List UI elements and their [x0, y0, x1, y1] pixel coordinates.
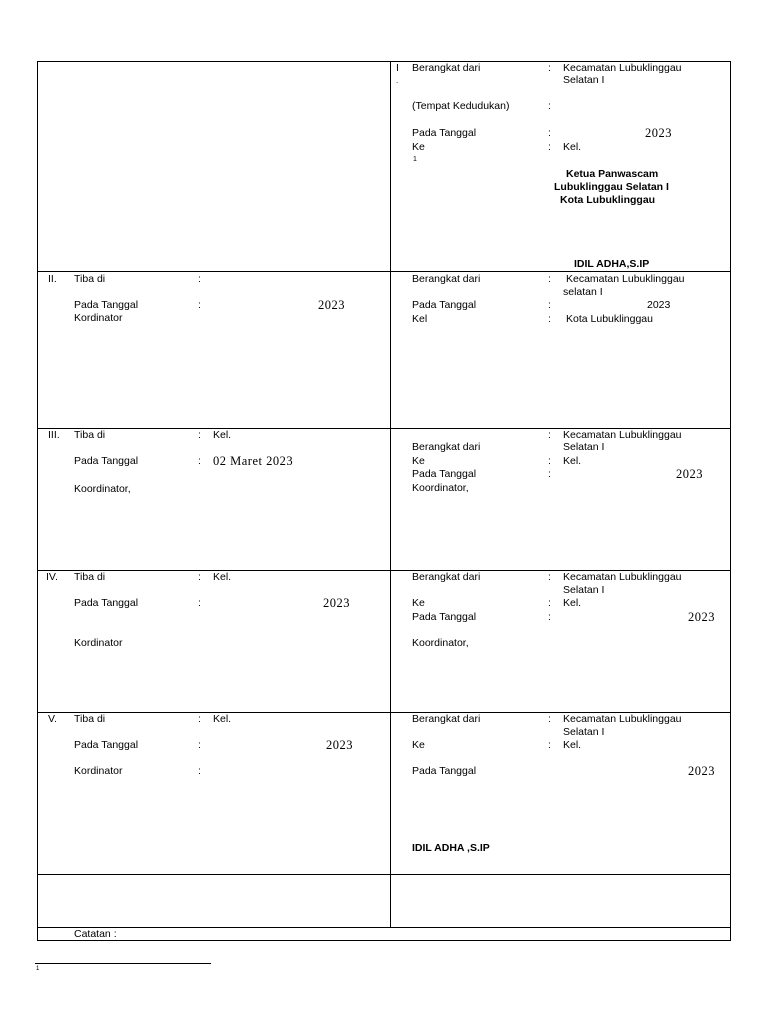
row-divider — [38, 271, 730, 272]
colon: : — [548, 429, 551, 441]
tanggal-label: Pada Tanggal — [74, 597, 139, 609]
signatory-title-line2: Lubuklinggau Selatan I — [554, 181, 669, 193]
tiba-label: Tiba di — [74, 571, 106, 583]
tiba-label: Tiba di — [74, 429, 106, 441]
berangkat-label: Berangkat dari — [412, 571, 481, 583]
berangkat-value: Kecamatan Lubuklinggau — [563, 62, 682, 74]
signatory-name: IDIL ADHA,S.IP — [574, 258, 650, 270]
tanggal-value: 2023 — [688, 764, 715, 778]
tanggal-label: Pada Tanggal — [412, 299, 477, 311]
tiba-label: Tiba di — [74, 713, 106, 725]
tanggal-label: Pada Tanggal — [412, 468, 477, 480]
tanggal-label: Pada Tanggal — [412, 611, 477, 623]
tiba-value: Kel. — [213, 571, 232, 583]
colon: : — [198, 739, 201, 751]
berangkat-value-line2: Selatan I — [563, 584, 605, 596]
colon: : — [198, 571, 201, 583]
koordinator-label: Koordinator, — [412, 482, 469, 494]
tiba-value: Kel. — [213, 429, 232, 441]
berangkat-label: Berangkat dari — [412, 441, 481, 453]
colon: : — [548, 468, 551, 480]
colon: : — [198, 455, 201, 467]
berangkat-value-line2: Selatan I — [563, 74, 605, 86]
berangkat-label: Berangkat dari — [412, 713, 481, 725]
colon: : — [548, 571, 551, 583]
tiba-value: Kel. — [213, 713, 232, 725]
colon: : — [198, 765, 201, 777]
ke-value: Kel. — [563, 455, 582, 467]
ke-value: Kel. — [563, 141, 582, 153]
colon: : — [548, 313, 551, 325]
colon: : — [548, 597, 551, 609]
tanggal-value: 2023 — [326, 738, 353, 752]
colon: : — [548, 455, 551, 467]
colon: : — [548, 299, 551, 311]
row-divider — [38, 927, 730, 928]
tanggal-label: Pada Tanggal — [412, 765, 477, 777]
koordinator-label: Koordinator, — [412, 637, 469, 649]
colon: : — [548, 141, 551, 153]
colon: : — [198, 597, 201, 609]
row-divider — [38, 874, 730, 875]
berangkat-value-line2: selatan I — [563, 286, 603, 298]
section-number: V. — [48, 713, 57, 725]
colon: : — [548, 127, 551, 139]
tanggal-label: Pada Tanggal — [74, 455, 139, 467]
section-number: III. — [48, 429, 60, 441]
colon: : — [548, 273, 551, 285]
tanggal-value: 2023 — [323, 596, 350, 610]
berangkat-value: Kecamatan Lubuklinggau — [566, 273, 685, 285]
signatory-name: IDIL ADHA ,S.IP — [412, 842, 490, 854]
signatory-title: Ketua Panwascam — [566, 168, 659, 180]
tanggal-value: 2023 — [318, 298, 345, 312]
tanggal-value: 2023 — [676, 467, 703, 481]
ke-label: Ke — [412, 455, 425, 467]
berangkat-label: Berangkat dari — [412, 62, 481, 74]
tiba-label: Tiba di — [74, 273, 106, 285]
ke-label: Ke — [412, 141, 425, 153]
kel-label: Kel — [412, 313, 428, 325]
section-number: I — [396, 62, 399, 74]
section-number: IV. — [46, 571, 58, 583]
kel-value: Kota Lubuklinggau — [566, 313, 653, 325]
ke-label: Ke — [412, 597, 425, 609]
kordinator-label: Kordinator — [74, 765, 123, 777]
footnote-ref: 1 — [413, 156, 417, 163]
colon: : — [198, 429, 201, 441]
colon: : — [198, 273, 201, 285]
colon: : — [548, 713, 551, 725]
ke-label: Ke — [412, 739, 425, 751]
berangkat-value-line2: Selatan I — [563, 726, 605, 738]
koordinator-label: Koordinator, — [74, 483, 131, 495]
kordinator-label: Kordinator — [74, 637, 123, 649]
tanggal-label: Pada Tanggal — [74, 299, 139, 311]
colon: : — [548, 739, 551, 751]
berangkat-value: Kecamatan Lubuklinggau — [563, 713, 682, 725]
colon: : — [198, 713, 201, 725]
berangkat-label: Berangkat dari — [412, 273, 481, 285]
column-divider — [390, 62, 391, 927]
tanggal-value: 2023 — [645, 126, 672, 140]
tanggal-value: 2023 — [647, 299, 671, 311]
tempat-label: (Tempat Kedudukan) — [412, 100, 510, 112]
ke-value: Kel. — [563, 597, 582, 609]
berangkat-value: Kecamatan Lubuklinggau — [563, 429, 682, 441]
travel-form-table — [37, 61, 731, 941]
colon: : — [548, 100, 551, 112]
tanggal-label: Pada Tanggal — [412, 127, 477, 139]
colon: : — [198, 299, 201, 311]
colon: : — [548, 611, 551, 623]
berangkat-value-line2: Selatan I — [563, 441, 605, 453]
notes-label: Catatan : — [74, 928, 117, 940]
section-number-dot: . — [396, 76, 399, 85]
ke-value: Kel. — [563, 739, 582, 751]
signatory-title-line3: Kota Lubuklinggau — [560, 194, 656, 206]
tanggal-label: Pada Tanggal — [74, 739, 139, 751]
tanggal-value: 02 Maret 2023 — [213, 454, 294, 468]
berangkat-value: Kecamatan Lubuklinggau — [563, 571, 682, 583]
footnote-rule — [35, 963, 211, 964]
kordinator-label: Kordinator — [74, 312, 123, 324]
section-number: II. — [48, 273, 57, 285]
tanggal-value: 2023 — [688, 610, 715, 624]
footnote-marker: 1 — [36, 966, 40, 972]
colon: : — [548, 62, 551, 74]
